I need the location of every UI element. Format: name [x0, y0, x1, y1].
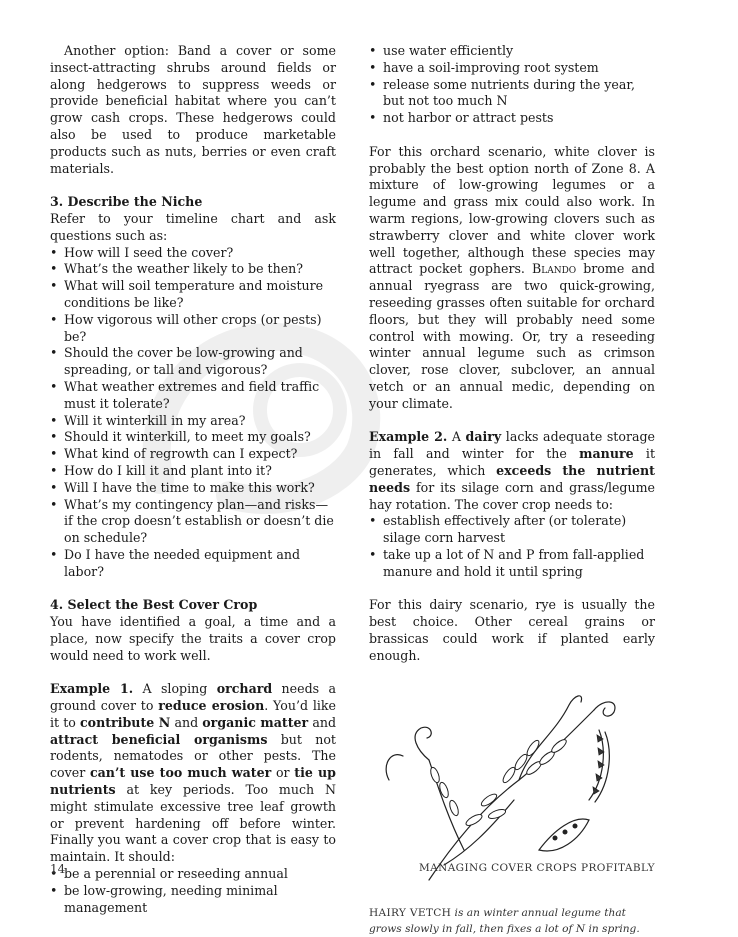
- example-2-label: Example 2.: [369, 429, 448, 445]
- list-item: • Should it winterkill, to meet my goals?: [50, 429, 336, 446]
- text-run: A sloping: [133, 681, 217, 697]
- bold-term: exceeds the nutrient needs: [369, 462, 655, 495]
- caption-species-name: HAIRY VETCH: [369, 907, 452, 920]
- bold-term: manure: [579, 446, 634, 462]
- list-item: • not harbor or attract pests: [369, 110, 655, 127]
- text-run: brome and annual ryegrass are two quick-growing, reseeding grasses often suitable for orchard floors, but they will probably need some control with mowing. Or, try a reseeding winter annual legume such as crimson clover, rose clover, subclover, an annual vetch or an annual medic, depending on your climate.: [369, 261, 655, 411]
- list-item: • be low-growing, needing minimal management: [50, 883, 336, 917]
- niche-questions-list: [50, 245, 336, 581]
- section-4-text: You have identified a goal, a time and a place, now specify the traits a cover crop would need to work well.: [50, 614, 336, 663]
- right-column: [369, 43, 655, 937]
- text-run: and: [170, 714, 203, 730]
- orchard-requirements-list: [50, 866, 336, 916]
- text-run: A: [447, 429, 466, 445]
- list-item: • What’s my contingency plan—and risks—if the crop doesn’t establish or doesn’t die on schedule?: [50, 497, 336, 547]
- text-run: . You’d like it to: [50, 698, 336, 730]
- section-3-intro: Refer to your timeline chart and ask questions such as:: [50, 210, 336, 243]
- text-run: and: [308, 714, 337, 730]
- bold-term: organic matter: [202, 714, 309, 730]
- bold-term: contribute N: [80, 714, 171, 730]
- dairy-requirements-list: [369, 513, 655, 580]
- example-1-paragraph: [50, 681, 336, 866]
- list-item: • release some nutrients during the year, but not too much N: [369, 77, 655, 111]
- text-run: for its silage corn and grass/legume hay rotation. The cover crop needs to:: [369, 479, 655, 512]
- left-column: [50, 43, 336, 916]
- list-item: • Will I have the time to make this work?: [50, 480, 336, 497]
- list-item: • Should the cover be low-growing and spreading, or tall and vigorous?: [50, 345, 336, 379]
- intro-paragraph: Another option: Band a cover or some insect-attracting shrubs around fields or along hedgerows to suppress weeds or provide beneficial habitat where you can’t grow cash crops. These hedgerows could also be used to produce marketable products such as nuts, berries or even craft materials.: [50, 43, 336, 176]
- running-title: MANAGING COVER CROPS PROFITABLY: [418, 862, 655, 874]
- bold-term: can’t use too much water: [89, 765, 272, 781]
- bold-term: orchard: [216, 681, 273, 697]
- list-item: • use water efficiently: [369, 43, 655, 60]
- caption-text: is an winter annual legume that grows slowly in fall, then fixes a lot of N in spring.: [369, 907, 640, 935]
- section-3-heading: 3. Describe the Niche: [50, 194, 203, 210]
- bold-term: dairy: [465, 429, 502, 445]
- text-run: it generates, which: [369, 446, 656, 478]
- orchard-scenario-paragraph: [369, 144, 655, 413]
- list-item: • What weather extremes and field traffic must it tolerate?: [50, 379, 336, 413]
- list-item: • establish effectively after (or tolerate) silage corn harvest: [369, 513, 655, 547]
- text-run: or: [271, 765, 295, 781]
- list-item: • How will I seed the cover?: [50, 245, 336, 262]
- text-run: lacks adequate storage in fall and winter for the: [369, 429, 655, 462]
- list-item: • What will soil temperature and moisture conditions be like?: [50, 278, 336, 312]
- list-item: • What kind of regrowth can I expect?: [50, 446, 336, 463]
- orchard-requirements-list-continued: [369, 43, 655, 127]
- example-1-label: Example 1.: [50, 681, 134, 697]
- list-item: • Do I have the needed equipment and labor?: [50, 547, 336, 581]
- page-number: 14: [50, 862, 66, 876]
- bold-term: tie up nutrients: [50, 765, 336, 798]
- dairy-scenario-paragraph: For this dairy scenario, rye is usually the best choice. Other cereal grains or brassicas could work if planted early enough.: [369, 597, 655, 663]
- text-run: at key periods. Too much N might stimulate excessive tree leaf growth or prevent hardening off before winter. Finally you want a cover crop that is easy to maintain. It should:: [50, 782, 336, 865]
- bold-term: attract beneficial organisms: [50, 731, 268, 747]
- text-run: but not rodents, nematodes or other pests. The cover: [50, 731, 336, 781]
- text-run: For this orchard scenario, white clover is probably the best option north of Zone 8. A mixture of low-growing legumes or a legume and grass mix could also work. In warm regions, low-growing clovers such as strawberry clover and white clover work well together, although these species may attract pocket gophers.: [369, 143, 655, 277]
- list-item: • be a perennial or reseeding annual: [50, 866, 336, 883]
- small-caps-term: Blando: [531, 261, 577, 277]
- list-item: • How vigorous will other crops (or pests) be?: [50, 312, 336, 346]
- section-4-heading: 4. Select the Best Cover Crop: [50, 597, 258, 613]
- list-item: • take up a lot of N and P from fall-applied manure and hold it until spring: [369, 547, 655, 581]
- example-2-paragraph: [369, 429, 655, 513]
- figure-caption: [369, 906, 655, 937]
- list-item: • What’s the weather likely to be then?: [50, 261, 336, 278]
- text-run: needs a ground cover to: [50, 681, 336, 714]
- list-item: • Will it winterkill in my area?: [50, 413, 336, 430]
- bold-term: reduce erosion: [158, 698, 265, 714]
- list-item: • have a soil-improving root system: [369, 60, 655, 77]
- list-item: • How do I kill it and plant into it?: [50, 463, 336, 480]
